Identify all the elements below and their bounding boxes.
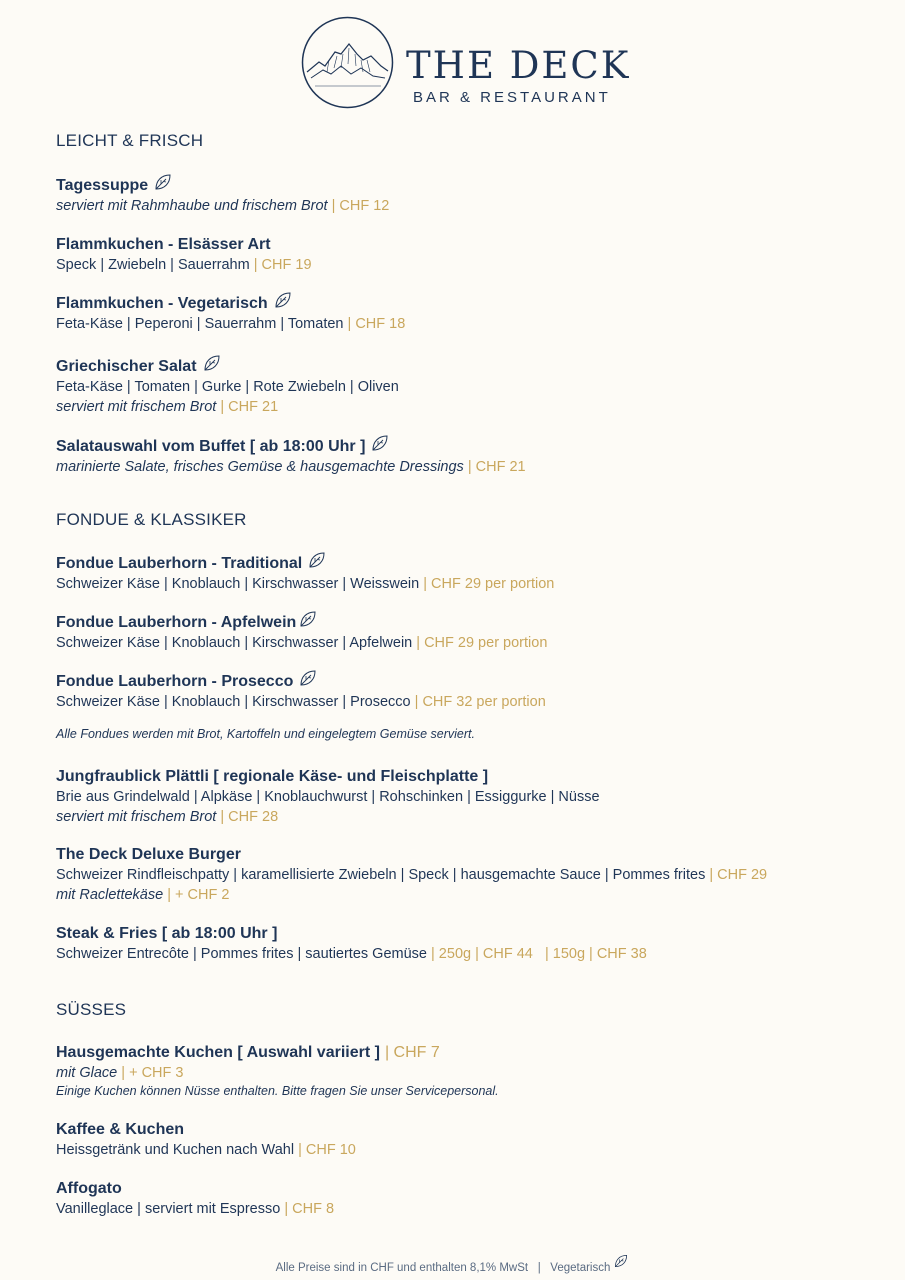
brand-name: THE DECK [406, 44, 631, 87]
leaf-icon [307, 550, 327, 570]
item-price: | CHF 29 [709, 867, 768, 883]
leaf-icon [613, 1253, 629, 1269]
menu-item-tagessuppe [56, 176, 856, 216]
fondue-note: Alle Fondues werden mit Brot, Kartoffeln und eingelegtem Gemüse serviert. [56, 727, 475, 741]
item-price: | CHF 10 [298, 1142, 356, 1158]
leaf-icon [298, 668, 318, 688]
menu-item-fondue-prosecco [56, 672, 856, 712]
leaf-icon [202, 353, 222, 373]
section-title-suesses: SÜSSES [56, 1000, 127, 1019]
item-description-2: serviert mit frischem Brot [56, 809, 217, 825]
section-title-leicht: LEICHT & FRISCH [56, 131, 204, 150]
item-description: Feta-Käse | Tomaten | Gurke | Rote Zwiebeln | Oliven [56, 379, 399, 395]
item-name: Affogato [56, 1180, 122, 1197]
item-price: | CHF 29 per portion [423, 576, 555, 592]
item-description: Schweizer Käse | Knoblauch | Kirschwasser | Weisswein [56, 576, 420, 592]
item-name: Flammkuchen - Elsässer Art [56, 236, 271, 253]
item-price-2: | 150g | CHF 38 [544, 946, 647, 962]
logo [301, 16, 631, 110]
item-name: Flammkuchen - Vegetarisch [56, 295, 268, 312]
item-price: | CHF 21 [220, 399, 279, 415]
item-name: The Deck Deluxe Burger [56, 846, 241, 863]
item-price: | CHF 19 [253, 257, 312, 273]
item-price: | CHF 8 [284, 1201, 335, 1217]
menu-item-kaffee-kuchen [56, 1120, 856, 1160]
item-name: Jungfraublick Plättli [ regionale Käse- und Fleischplatte ] [56, 768, 489, 785]
footer-veg-label: Vegetarisch [550, 1262, 611, 1274]
item-name: Fondue Lauberhorn - Apfelwein [56, 614, 297, 631]
item-description: Brie aus Grindelwald | Alpkäse | Knoblauchwurst | Rohschinken | Essiggurke | Nüsse [56, 789, 600, 805]
footer-text: Alle Preise sind in CHF und enthalten 8,1% MwSt [275, 1262, 529, 1274]
item-price: | CHF 18 [347, 316, 406, 332]
menu-item-steak [56, 924, 856, 964]
item-name: Tagessuppe [56, 177, 149, 194]
item-price: | CHF 21 [467, 459, 526, 475]
footer [0, 1255, 905, 1274]
item-price: | CHF 7 [384, 1044, 440, 1061]
mountain-icon [301, 16, 394, 109]
item-name: Hausgemachte Kuchen [ Auswahl variiert ] [56, 1044, 380, 1061]
item-name: Fondue Lauberhorn - Traditional [56, 555, 303, 572]
menu-item-burger [56, 845, 856, 905]
item-price: | CHF 12 [331, 198, 390, 214]
item-description: Schweizer Käse | Knoblauch | Kirschwasser | Prosecco [56, 694, 411, 710]
item-description: Schweizer Käse | Knoblauch | Kirschwasser | Apfelwein [56, 635, 413, 651]
item-price: | CHF 29 per portion [416, 635, 548, 651]
item-description-2: mit Raclettekäse [56, 887, 164, 903]
item-price: | 250g | CHF 44 [431, 946, 533, 962]
item-description: Feta-Käse | Peperoni | Sauerrahm | Tomaten [56, 316, 344, 332]
item-name: Salatauswahl vom Buffet [ ab 18:00 Uhr ] [56, 438, 366, 455]
item-description: Vanilleglace | serviert mit Espresso [56, 1201, 281, 1217]
leaf-icon [298, 609, 318, 629]
item-description: serviert mit Rahmhaube und frischem Brot [56, 198, 328, 214]
item-description: marinierte Salate, frisches Gemüse & hausgemachte Dressings [56, 459, 464, 475]
item-description: Heissgetränk und Kuchen nach Wahl [56, 1142, 295, 1158]
item-description: Speck | Zwiebeln | Sauerrahm [56, 257, 250, 273]
menu-item-affogato [56, 1179, 856, 1219]
item-description: Schweizer Rindfleischpatty | karamellisierte Zwiebeln | Speck | hausgemachte Sauce | Pommes frites [56, 867, 706, 883]
item-price: | CHF 28 [220, 809, 279, 825]
item-description: mit Glace [56, 1065, 118, 1081]
footer-divider: | [537, 1262, 541, 1274]
item-price-addon: | + CHF 3 [121, 1065, 184, 1081]
kuchen-note: Einige Kuchen können Nüsse enthalten. Bitte fragen Sie unser Servicepersonal. [56, 1084, 499, 1098]
menu-item-kuchen [56, 1043, 856, 1100]
menu-item-griechischer-salat [56, 357, 856, 417]
item-price-addon: | + CHF 2 [167, 887, 230, 903]
item-name: Griechischer Salat [56, 358, 197, 375]
item-name: Fondue Lauberhorn - Prosecco [56, 673, 294, 690]
menu-item-fondue-apfelwein [56, 613, 856, 653]
item-description: Schweizer Entrecôte | Pommes frites | sautiertes Gemüse [56, 946, 427, 962]
section-title-fondue: FONDUE & KLASSIKER [56, 510, 247, 529]
item-name: Steak & Fries [ ab 18:00 Uhr ] [56, 925, 278, 942]
leaf-icon [273, 290, 293, 310]
item-price: | CHF 32 per portion [414, 694, 546, 710]
leaf-icon [370, 433, 390, 453]
item-description-2: serviert mit frischem Brot [56, 399, 217, 415]
menu-item-flammkuchen-vegetarisch [56, 294, 856, 334]
menu-item-fondue-traditional [56, 554, 856, 594]
brand-subtitle: BAR & RESTAURANT [413, 89, 611, 106]
leaf-icon [153, 172, 173, 192]
menu-item-salatbuffet [56, 437, 856, 477]
item-name: Kaffee & Kuchen [56, 1121, 185, 1138]
menu-item-flammkuchen-elsass [56, 235, 856, 275]
menu-item-plaettli [56, 767, 856, 827]
